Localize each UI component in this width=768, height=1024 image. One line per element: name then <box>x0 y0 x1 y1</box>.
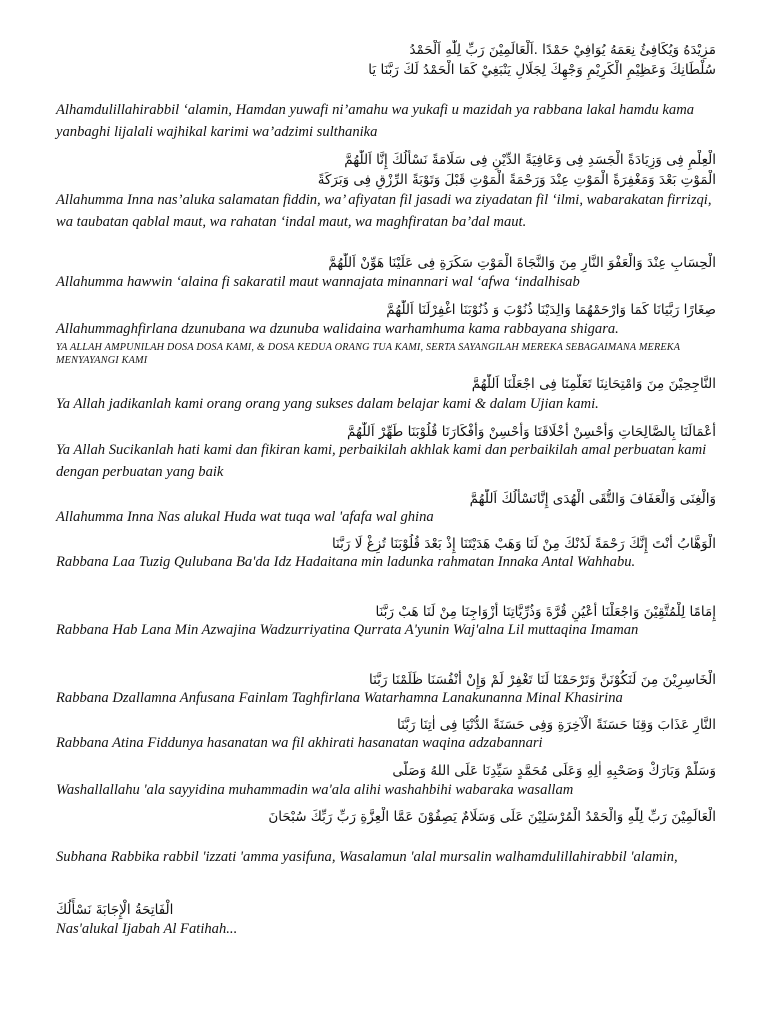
arabic-line: الْوَهَّابُ أَنْتَ إِنَّكَ رَحْمَةً لَدُنْكَ مِنْ لَنَا وَهَبْ هَدَيْتَنَا إِذْ بَعْدَ قُلُوْبَنَا تُزِغْ لَا رَبَّنَا <box>331 536 716 552</box>
latin-text: Allahumma Inna nas’aluka salamatan fiddin, wa’ afiyatan fil jasadi wa ziyadatan fil ‘ilmi, wabarakatan firrizqi, wa taubatan qablal maut, wa rahatan ‘indal maut, wa maghfiratan ba’dal maut. <box>56 192 712 230</box>
latin-text: Rabbana Atina Fiddunya hasanatan wa fil akhirati hasanatan waqina adzabannari <box>56 735 543 751</box>
latin-text: Nas'alukal Ijabah Al Fatihah... <box>56 921 238 937</box>
arabic-line: صِغَارًا رَبَّيَانَا كَمَا وَارْحَمْهُمَا وَالِدَيْنَا ذُنُوْبَ وَ ذُنُوْبَنَا اغْفِرْلَنَا اَللّٰهُمَّ <box>386 302 716 318</box>
arabic-line: الْفَاتِحَةُ الْإِجَابَةَ نَسْأَلُكَ <box>56 902 174 918</box>
arabic-line: إِمَامًا لِلْمُتَّقِيْنَ وَاجْعَلْنَا أَعْيُنٍ قُرَّةَ وَذُرِّيَّاتِنَا أَزْوَاجِنَا مِنْ لَنَا هَبْ رَبَّنَا <box>375 604 716 620</box>
latin-text: Allahumma hawwin ‘alaina fi sakaratil maut wannajata minannari wal ‘afwa ‘indalhisab <box>56 274 580 290</box>
arabic-line: وَالْغِنَى وَالْعَفَافَ وَالتُّقَى الْهُدَى إِنَّانَسْأَلُكَ اَللّٰهُمَّ <box>469 491 716 507</box>
indonesian-translation: YA ALLAH AMPUNILAH DOSA DOSA KAMI, & DOSA KEDUA ORANG TUA KAMI, SERTA SAYANGILAH MEREKA SEBAGAIMANA MEREKA MENYAYANGI KAMI <box>56 342 681 366</box>
arabic-line: النَّارِ عَذَابَ وَقِنَا حَسَنَةً الْآخِرَةِ وَفِى حَسَنَةً الدُّنْيَا فِى اٰتِنَا رَبَّنَا <box>397 717 716 733</box>
latin-text: Allahumma Inna Nas alukal Huda wat tuqa wal 'afafa wal ghina <box>56 509 434 525</box>
arabic-line: مَزِيْدَهُ وَيُكَافِئُ نِعَمَهُ يُوَافِيْ حَمْدًا .اَلْعَالَمِيْنَ رَبِّ لِلّٰهِ اَلْحَمْدُ <box>409 42 716 58</box>
latin-text: Ya Allah Sucikanlah hati kami dan fikiran kami, perbaikilah akhlak kami dan perbaikilah amal perbuatan kami dengan perbuatan yang baik <box>56 442 707 480</box>
arabic-line: الْعَالَمِيْنَ رَبِّ لِلّٰهِ وَالْحَمْدُ الْمُرْسَلِيْنَ عَلَى وَسَلَامٌ يَصِفُوْنَ عَمَّا الْعِزَّةِ رَبِّ رَبِّكَ سُبْحَانَ <box>268 809 716 825</box>
arabic-line: سُلْطَانِكَ وَعَظِيْمِ الْكَرِيْمِ وَجْهِكَ لِجَلَالِ يَنْبَغِيْ كَمَا الْحَمْدُ لَكَ رَبَّنَا يَا <box>368 62 716 78</box>
arabic-line: النَّاجِحِيْنَ مِنَ وَامْتِحَانِنَا تَعَلُّمِنَا فِى اجْعَلْنَا اَللّٰهُمَّ <box>471 376 716 392</box>
latin-text: Rabbana Laa Tuzig Qulubana Ba'da Idz Hadaitana min ladunka rahmatan Innaka Antal Wahhabu. <box>56 554 636 570</box>
latin-text: Rabbana Dzallamna Anfusana Fainlam Taghfirlana Watarhamna Lanakunanna Minal Khasirina <box>56 690 623 706</box>
arabic-line: الْخَاسِرِيْنَ مِنَ لَنَكُوْنَنَّ وَتَرْحَمْنَا لَنَا تَغْفِرْ لَمْ وَإِنْ أَنْفُسَنَا ظَلَمْنَا رَبَّنَا <box>369 672 716 688</box>
arabic-line: الْمَوْتِ بَعْدَ وَمَغْفِرَةً الْمَوْتِ عِنْدَ وَرَحْمَةً الْمَوْتِ قَبْلَ وَتَوْبَةً الرِّزْقِ فِى وَبَرَكَةً <box>317 172 716 188</box>
latin-text: Washallallahu 'ala sayyidina muhammadin wa'ala alihi washahbihi wabaraka wasallam <box>56 782 574 798</box>
latin-text: Alhamdulillahirabbil ‘alamin, Hamdan yuwafi ni’amahu wa yukafi u mazidah ya rabbana lakal hamdu kama yanbaghi lijalali wajhikal karimi wa’adzimi sulthanika <box>56 102 695 140</box>
prayer-block <box>56 40 716 80</box>
arabic-line: الْحِسَابِ عِنْدَ وَالْعَفْوَ النَّارِ مِنَ وَالنَّجَاةَ الْمَوْتِ سَكَرَةِ فِى عَلَيْنَا هَوِّنْ اَللّٰهُمَّ <box>328 255 716 271</box>
arabic-line: الْعِلْمِ فِى وَزِيَادَةً الْجَسَدِ فِى وَعَافِيَةً الدِّيْنِ فِى سَلَامَةً نَسْأَلُكَ إِنَّا اَللّٰهُمَّ <box>344 152 716 168</box>
prayer-block <box>56 150 716 190</box>
arabic-line: وَسَلَّمْ وَبَارَكْ وَصَحْبِهِ اٰلِهِ وَعَلَى مُحَمَّدٍ سَيِّدِنَا عَلَى اللهُ وَصَلَّى <box>392 763 716 779</box>
arabic-line: أَعْمَالَنَا بِالصَّالِحَاتِ وَأَحْسِنْ أَخْلَاقَنَا وَأَحْسِنْ وَأَفْكَارَنَا قُلُوْبَنَا طَهِّرْ اَللّٰهُمَّ <box>347 424 716 440</box>
latin-text: Subhana Rabbika rabbil 'izzati 'amma yasifuna, Wasalamun 'alal mursalin walhamdulillahirabbil 'alamin, <box>56 849 678 865</box>
latin-text: Allahummaghfirlana dzunubana wa dzunuba walidaina warhamhuma kama rabbayana shigara. <box>56 321 619 337</box>
latin-text: Ya Allah jadikanlah kami orang orang yang sukses dalam belajar kami & dalam Ujian kami. <box>56 396 599 412</box>
latin-text: Rabbana Hab Lana Min Azwajina Wadzurriyatina Qurrata A'yunin Waj'alna Lil muttaqina Imaman <box>56 622 639 638</box>
